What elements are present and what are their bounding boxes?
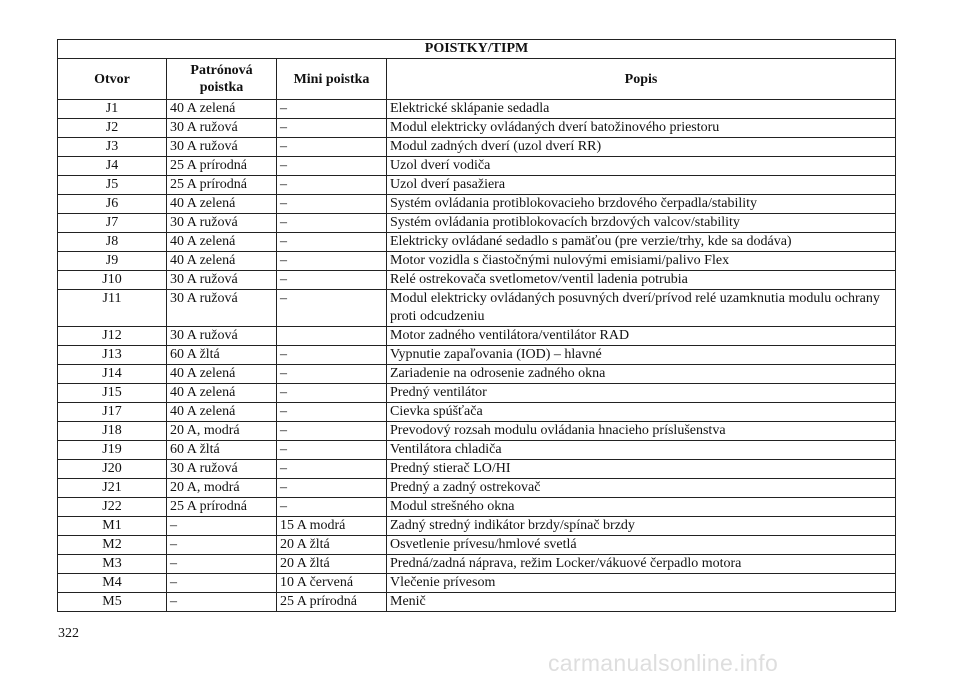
cell-popis: Menič (387, 593, 896, 612)
cell-patronova-poistka: 40 A zelená (167, 100, 277, 119)
cell-patronova-poistka: – (167, 593, 277, 612)
cell-popis: Ventilátora chladiča (387, 441, 896, 460)
cell-otvor: J10 (58, 271, 167, 290)
cell-otvor: J12 (58, 327, 167, 346)
cell-mini-poistka: – (277, 271, 387, 290)
cell-mini-poistka: – (277, 403, 387, 422)
cell-popis: Modul strešného okna (387, 498, 896, 517)
cell-patronova-poistka: – (167, 574, 277, 593)
cell-popis: Systém ovládania protiblokovacích brzdových valcov/stability (387, 214, 896, 233)
table-row (58, 176, 896, 195)
cell-popis: Osvetlenie prívesu/hmlové svetlá (387, 536, 896, 555)
table-row (58, 138, 896, 157)
cell-patronova-poistka: 30 A ružová (167, 460, 277, 479)
page-number: 322 (58, 626, 79, 641)
cell-otvor: M3 (58, 555, 167, 574)
cell-patronova-poistka: 40 A zelená (167, 365, 277, 384)
table-row (58, 100, 896, 119)
cell-mini-poistka (277, 327, 387, 346)
cell-popis: Predný ventilátor (387, 384, 896, 403)
cell-patronova-poistka: – (167, 517, 277, 536)
cell-popis: Predný a zadný ostrekovač (387, 479, 896, 498)
cell-mini-poistka: – (277, 460, 387, 479)
cell-otvor: J19 (58, 441, 167, 460)
header-otvor: Otvor (58, 59, 167, 100)
cell-mini-poistka: – (277, 346, 387, 365)
table-row (58, 365, 896, 384)
cell-mini-poistka: – (277, 176, 387, 195)
cell-otvor: J7 (58, 214, 167, 233)
cell-mini-poistka: – (277, 422, 387, 441)
cell-popis: Vypnutie zapaľovania (IOD) – hlavné (387, 346, 896, 365)
cell-otvor: J22 (58, 498, 167, 517)
table-row (58, 517, 896, 536)
table-row (58, 290, 896, 327)
cell-mini-poistka: – (277, 233, 387, 252)
cell-mini-poistka: – (277, 214, 387, 233)
cell-patronova-poistka: 25 A prírodná (167, 157, 277, 176)
watermark: carmanualsonline.info (548, 650, 779, 676)
table-row (58, 536, 896, 555)
cell-mini-poistka: 20 A žltá (277, 536, 387, 555)
table-row (58, 346, 896, 365)
cell-patronova-poistka: – (167, 536, 277, 555)
cell-otvor: J9 (58, 252, 167, 271)
cell-patronova-poistka: 40 A zelená (167, 384, 277, 403)
cell-otvor: J3 (58, 138, 167, 157)
cell-popis: Motor vozidla s čiastočnými nulovými emisiami/palivo Flex (387, 252, 896, 271)
cell-popis: Elektricky ovládané sedadlo s pamäťou (pre verzie/trhy, kde sa dodáva) (387, 233, 896, 252)
table-row (58, 460, 896, 479)
cell-patronova-poistka: 30 A ružová (167, 119, 277, 138)
cell-otvor: J15 (58, 384, 167, 403)
cell-popis: Motor zadného ventilátora/ventilátor RAD (387, 327, 896, 346)
table-row (58, 195, 896, 214)
table-row (58, 555, 896, 574)
table-row (58, 271, 896, 290)
cell-patronova-poistka: 30 A ružová (167, 290, 277, 327)
cell-popis: Cievka spúšťača (387, 403, 896, 422)
cell-mini-poistka: 10 A červená (277, 574, 387, 593)
cell-patronova-poistka: 30 A ružová (167, 138, 277, 157)
cell-otvor: J20 (58, 460, 167, 479)
table-row (58, 252, 896, 271)
cell-patronova-poistka: 60 A žltá (167, 441, 277, 460)
cell-otvor: M4 (58, 574, 167, 593)
cell-popis: Zadný stredný indikátor brzdy/spínač brzdy (387, 517, 896, 536)
cell-patronova-poistka: 40 A zelená (167, 195, 277, 214)
cell-popis: Modul elektricky ovládaných dverí batožinového priestoru (387, 119, 896, 138)
cell-mini-poistka: – (277, 195, 387, 214)
header-popis: Popis (387, 59, 896, 100)
table-row (58, 214, 896, 233)
table-row (58, 441, 896, 460)
cell-mini-poistka: – (277, 498, 387, 517)
cell-popis: Systém ovládania protiblokovacieho brzdového čerpadla/stability (387, 195, 896, 214)
cell-otvor: J1 (58, 100, 167, 119)
cell-otvor: J5 (58, 176, 167, 195)
table-row (58, 422, 896, 441)
header-patronova-poistka: Patrónová poistka (167, 59, 277, 100)
cell-mini-poistka: – (277, 290, 387, 327)
table-row (58, 403, 896, 422)
cell-patronova-poistka: 40 A zelená (167, 252, 277, 271)
table-row (58, 593, 896, 612)
cell-otvor: M5 (58, 593, 167, 612)
cell-patronova-poistka: 20 A, modrá (167, 479, 277, 498)
cell-otvor: J2 (58, 119, 167, 138)
table-row (58, 119, 896, 138)
cell-otvor: J18 (58, 422, 167, 441)
cell-popis: Vlečenie prívesom (387, 574, 896, 593)
cell-mini-poistka: – (277, 441, 387, 460)
fuse-table-body (58, 100, 896, 612)
table-row (58, 479, 896, 498)
cell-otvor: J8 (58, 233, 167, 252)
cell-otvor: J21 (58, 479, 167, 498)
table-row (58, 498, 896, 517)
cell-popis: Modul elektricky ovládaných posuvných dverí/prívod relé uzamknutia modulu ochrany proti odcudzeniu (387, 290, 896, 327)
cell-patronova-poistka: 40 A zelená (167, 233, 277, 252)
cell-patronova-poistka: 30 A ružová (167, 214, 277, 233)
cell-mini-poistka: – (277, 138, 387, 157)
cell-popis: Elektrické sklápanie sedadla (387, 100, 896, 119)
cell-otvor: J4 (58, 157, 167, 176)
table-row (58, 233, 896, 252)
table-row (58, 157, 896, 176)
cell-otvor: J17 (58, 403, 167, 422)
cell-otvor: J14 (58, 365, 167, 384)
cell-otvor: M1 (58, 517, 167, 536)
cell-popis: Relé ostrekovača svetlometov/ventil ladenia potrubia (387, 271, 896, 290)
table-row (58, 574, 896, 593)
cell-patronova-poistka: 60 A žltá (167, 346, 277, 365)
cell-patronova-poistka: 30 A ružová (167, 271, 277, 290)
cell-otvor: J6 (58, 195, 167, 214)
cell-mini-poistka: – (277, 119, 387, 138)
cell-popis: Prevodový rozsah modulu ovládania hnacieho príslušenstva (387, 422, 896, 441)
cell-otvor: J11 (58, 290, 167, 327)
cell-patronova-poistka: 30 A ružová (167, 327, 277, 346)
cell-patronova-poistka: – (167, 555, 277, 574)
cell-popis: Zariadenie na odrosenie zadného okna (387, 365, 896, 384)
table-row (58, 384, 896, 403)
cell-popis: Predný stierač LO/HI (387, 460, 896, 479)
header-mini-poistka: Mini poistka (277, 59, 387, 100)
cell-otvor: J13 (58, 346, 167, 365)
cell-mini-poistka: – (277, 365, 387, 384)
cell-popis: Uzol dverí pasažiera (387, 176, 896, 195)
cell-patronova-poistka: 25 A prírodná (167, 498, 277, 517)
cell-mini-poistka: – (277, 384, 387, 403)
cell-mini-poistka: 25 A prírodná (277, 593, 387, 612)
cell-patronova-poistka: 40 A zelená (167, 403, 277, 422)
cell-mini-poistka: – (277, 157, 387, 176)
table-row (58, 327, 896, 346)
table-title: POISTKY/TIPM (58, 40, 896, 59)
cell-otvor: M2 (58, 536, 167, 555)
cell-popis: Uzol dverí vodiča (387, 157, 896, 176)
cell-patronova-poistka: 25 A prírodná (167, 176, 277, 195)
cell-mini-poistka: – (277, 479, 387, 498)
cell-mini-poistka: 15 A modrá (277, 517, 387, 536)
cell-popis: Modul zadných dverí (uzol dverí RR) (387, 138, 896, 157)
cell-mini-poistka: – (277, 252, 387, 271)
cell-patronova-poistka: 20 A, modrá (167, 422, 277, 441)
fuse-table (57, 39, 896, 612)
cell-popis: Predná/zadná náprava, režim Locker/vákuové čerpadlo motora (387, 555, 896, 574)
cell-mini-poistka: – (277, 100, 387, 119)
cell-mini-poistka: 20 A žltá (277, 555, 387, 574)
